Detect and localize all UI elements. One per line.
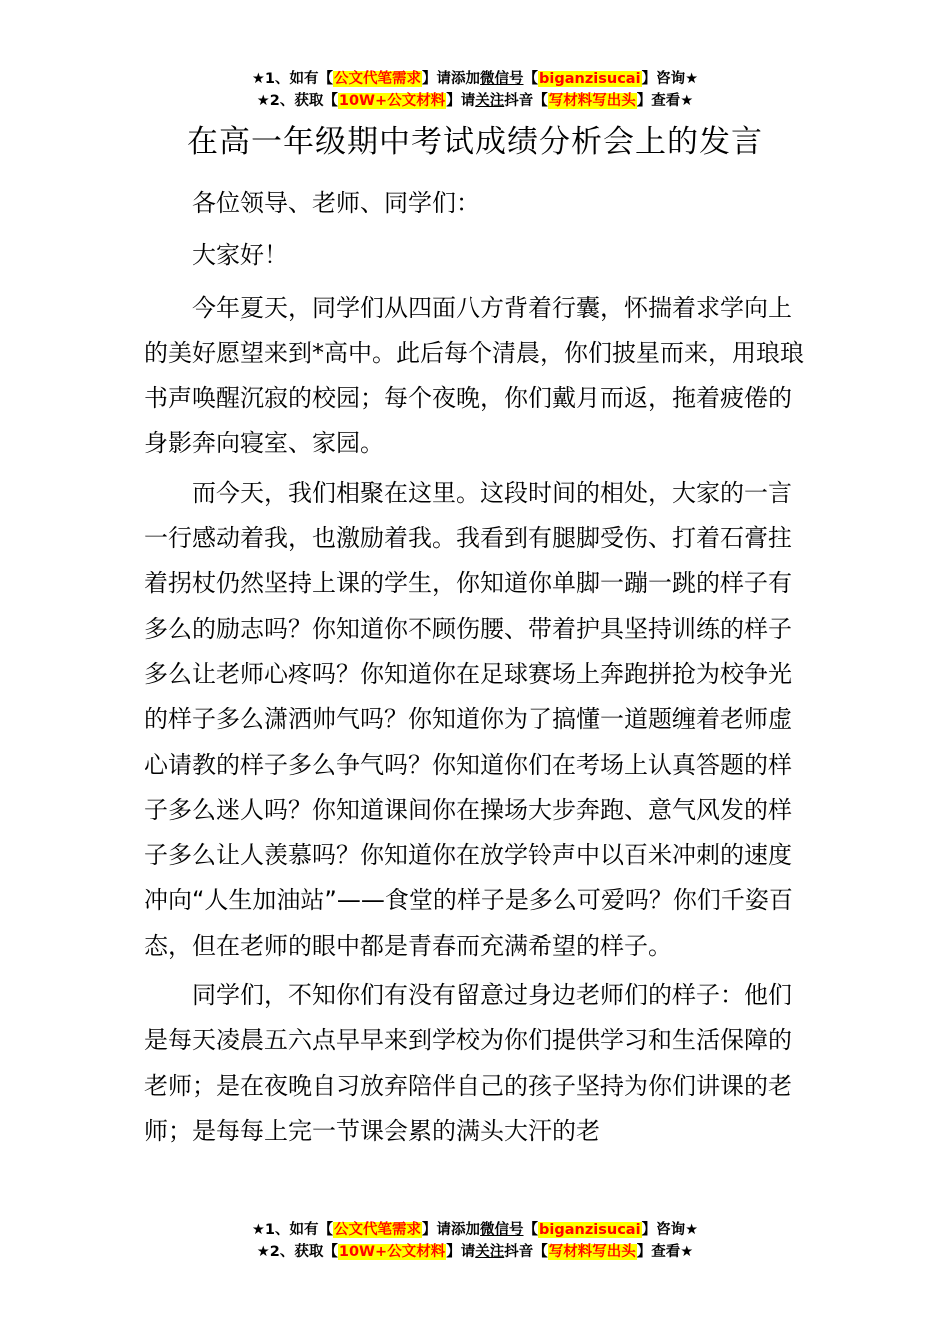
- salutation: 各位领导、老师、同学们：: [192, 189, 480, 217]
- banner-underlined-text: 微信号: [480, 1222, 524, 1238]
- banner-highlight: biganzisucai: [539, 1222, 641, 1238]
- banner-line-2: [0, 90, 950, 112]
- banner-underlined-text: 微信号: [480, 71, 524, 87]
- document-body: [144, 181, 814, 1158]
- bottom-banner: [0, 1219, 950, 1263]
- body-paragraph: 今年夏天，同学们从四面八方背着行囊，怀揣着求学向上的美好愿望来到*高中。此后每个清晨，你们披星而来，用琅琅书声唤醒沉寂的校园；每个夜晚，你们戴月而返，拖着疲倦的身影奔向寝室、家园。: [144, 293, 804, 458]
- banner-text: 】咨询★: [641, 71, 699, 87]
- banner-line-1: [0, 1219, 950, 1241]
- banner-text: 【: [523, 1222, 539, 1238]
- top-banner: [0, 68, 950, 112]
- banner-underlined-text: 关注: [475, 93, 505, 109]
- banner-text: 抖音【: [504, 1244, 548, 1260]
- banner-line-1: [0, 68, 950, 90]
- banner-text: 】请添加: [422, 71, 481, 87]
- banner-highlight: 公文代笔需求: [334, 71, 422, 87]
- banner-highlight: 写材料写出头: [548, 1244, 636, 1260]
- banner-highlight: 公文代笔需求: [334, 1222, 422, 1238]
- banner-highlight: 10W+公文材料: [338, 1244, 446, 1260]
- banner-text: 】请: [446, 93, 476, 109]
- banner-text: 】咨询★: [641, 1222, 699, 1238]
- banner-text: 抖音【: [504, 93, 548, 109]
- banner-text: ★2、获取【: [256, 1244, 338, 1260]
- banner-text: 】查看★: [636, 1244, 694, 1260]
- body-paragraph: 同学们，不知你们有没有留意过身边老师们的样子：他们是每天凌晨五六点早早来到学校为你们提供学习和生活保障的老师；是在夜晚自习放弃陪伴自己的孩子坚持为你们讲课的老师；是每每上完一节课会累的满头大汗的老: [144, 981, 792, 1145]
- banner-line-2: [0, 1241, 950, 1263]
- banner-text: ★2、获取【: [256, 93, 338, 109]
- banner-highlight: 10W+公文材料: [338, 93, 446, 109]
- body-paragraph: 而今天，我们相聚在这里。这段时间的相处，大家的一言一行感动着我，也激励着我。我看到有腿脚受伤、打着石膏拄着拐杖仍然坚持上课的学生，你知道你单脚一蹦一跳的样子有多么的励志吗？你知道你不顾伤腰、带着护具坚持训练的样子多么让老师心疼吗？你知道你在足球赛场上奔跑拼抢为校争光的样子多么潇洒帅气吗？你知道你为了搞懂一道题缠着老师虚心请教的样子多么争气吗？你知道你们在考场上认真答题的样子多么迷人吗？你知道课间你在操场大步奔跑、意气风发的样子多么让人羡慕吗？你知道你在放学铃声中以百米冲刺的速度冲向“人生加油站”——食堂的样子是多么可爱吗？你们千姿百态，但在老师的眼中都是青春而充满希望的样子。: [144, 478, 793, 960]
- greeting: 大家好！: [192, 241, 288, 270]
- banner-text: 【: [523, 71, 539, 87]
- document-title: 在高一年级期中考试成绩分析会上的发言: [187, 124, 763, 160]
- banner-underlined-text: 关注: [475, 1244, 505, 1260]
- banner-highlight: 写材料写出头: [548, 93, 636, 109]
- banner-text: ★1、如有【: [251, 71, 334, 87]
- banner-text: ★1、如有【: [251, 1222, 334, 1238]
- banner-text: 】请添加: [422, 1222, 481, 1238]
- banner-text: 】请: [446, 1244, 476, 1260]
- banner-text: 】查看★: [636, 93, 694, 109]
- banner-highlight: biganzisucai: [539, 71, 641, 87]
